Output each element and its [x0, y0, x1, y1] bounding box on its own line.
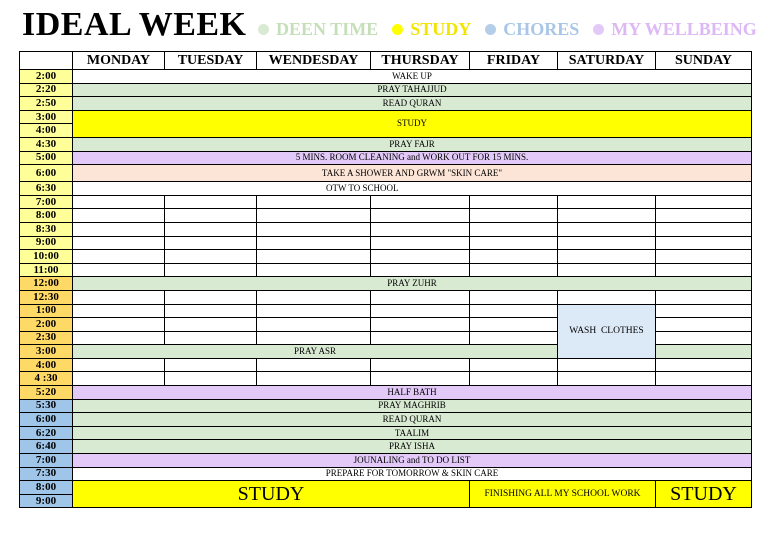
empty-cell	[257, 331, 371, 345]
activity-cell: WASH CLOTHES	[558, 304, 656, 358]
day-header: THURSDAY	[371, 52, 470, 70]
activity-cell: STUDY	[73, 481, 470, 508]
table-row	[20, 222, 752, 236]
empty-cell	[656, 250, 752, 264]
time-cell: 6:40	[20, 440, 73, 454]
activity-cell: PRAY ISHA	[73, 440, 752, 454]
table-row	[20, 413, 752, 427]
legend-item	[485, 19, 579, 40]
time-cell: 12:30	[20, 290, 73, 304]
table-row	[20, 250, 752, 264]
page-title: IDEAL WEEK	[22, 6, 247, 43]
table-row	[20, 277, 752, 291]
table-row	[20, 165, 752, 182]
empty-cell	[371, 209, 470, 223]
time-cell: 3:00	[20, 345, 73, 359]
empty-cell	[73, 372, 165, 386]
empty-cell	[73, 222, 165, 236]
time-cell: 12:00	[20, 277, 73, 291]
empty-cell	[165, 304, 257, 318]
empty-cell	[73, 209, 165, 223]
table-row	[20, 290, 752, 304]
empty-cell	[558, 358, 656, 372]
empty-cell	[470, 304, 558, 318]
activity-cell: PRAY ZUHR	[73, 277, 752, 291]
empty-cell	[165, 331, 257, 345]
table-row	[20, 151, 752, 165]
time-cell: 5:30	[20, 399, 73, 413]
activity-cell: HALF BATH	[73, 386, 752, 400]
time-cell: 8:00	[20, 209, 73, 223]
time-cell: 1:00	[20, 304, 73, 318]
empty-cell	[257, 304, 371, 318]
empty-cell	[165, 263, 257, 277]
activity-cell: PRAY MAGHRIB	[73, 399, 752, 413]
time-cell: 4 :30	[20, 372, 73, 386]
empty-cell	[165, 236, 257, 250]
time-cell: 6:20	[20, 426, 73, 440]
empty-cell	[656, 209, 752, 223]
empty-cell	[656, 372, 752, 386]
day-header: TUESDAY	[165, 52, 257, 70]
empty-cell	[371, 250, 470, 264]
empty-cell	[470, 331, 558, 345]
empty-cell	[470, 290, 558, 304]
empty-cell	[165, 318, 257, 332]
activity-cell: TAKE A SHOWER AND GRWM "SKIN CARE"	[73, 165, 752, 182]
activity-cell: OTW TO SCHOOL	[73, 182, 752, 196]
table-row	[20, 440, 752, 454]
empty-cell	[470, 318, 558, 332]
table-row	[20, 399, 752, 413]
time-cell: 2:20	[20, 83, 73, 97]
empty-cell	[558, 209, 656, 223]
empty-cell	[656, 222, 752, 236]
empty-cell	[73, 250, 165, 264]
empty-cell	[558, 372, 656, 386]
empty-cell	[371, 372, 470, 386]
day-header: SUNDAY	[656, 52, 752, 70]
empty-cell	[371, 331, 470, 345]
empty-cell	[257, 358, 371, 372]
empty-cell	[165, 372, 257, 386]
legend-item	[392, 19, 471, 40]
activity-cell: STUDY	[73, 110, 752, 137]
table-row	[20, 426, 752, 440]
activity-cell: PRAY TAHAJJUD	[73, 83, 752, 97]
empty-cell	[371, 290, 470, 304]
table-row	[20, 209, 752, 223]
empty-cell	[470, 263, 558, 277]
empty-cell	[470, 250, 558, 264]
empty-cell	[257, 372, 371, 386]
table-row	[20, 454, 752, 468]
activity-cell: READ QURAN	[73, 97, 752, 111]
header	[22, 6, 762, 48]
legend-dot-icon	[593, 24, 604, 35]
empty-cell	[371, 195, 470, 209]
activity-cell: JOUNALING and TO DO LIST	[73, 454, 752, 468]
empty-cell	[165, 195, 257, 209]
table-row	[20, 372, 752, 386]
empty-cell	[73, 331, 165, 345]
time-cell: 5:00	[20, 151, 73, 165]
empty-cell	[371, 358, 470, 372]
legend-label: DEEN TIME	[276, 19, 379, 39]
empty-cell	[73, 195, 165, 209]
empty-cell	[656, 358, 752, 372]
empty-cell	[257, 318, 371, 332]
time-cell: 11:00	[20, 263, 73, 277]
time-cell: 6:30	[20, 182, 73, 196]
empty-cell	[257, 263, 371, 277]
empty-cell	[470, 222, 558, 236]
empty-cell	[73, 263, 165, 277]
empty-cell	[656, 304, 752, 318]
empty-cell	[656, 318, 752, 332]
time-cell: 9:00	[20, 236, 73, 250]
time-cell: 2:00	[20, 70, 73, 84]
time-cell: 8:30	[20, 222, 73, 236]
legend	[258, 19, 757, 40]
activity-cell: TAALIM	[73, 426, 752, 440]
empty-cell	[257, 290, 371, 304]
time-cell: 6:00	[20, 413, 73, 427]
time-cell: 7:30	[20, 467, 73, 481]
time-cell: 8:00	[20, 481, 73, 495]
empty-cell	[257, 236, 371, 250]
empty-cell	[558, 263, 656, 277]
time-cell: 2:30	[20, 331, 73, 345]
activity-cell: WAKE UP	[73, 70, 752, 84]
legend-item	[258, 19, 378, 40]
empty-cell	[656, 236, 752, 250]
empty-cell	[165, 290, 257, 304]
empty-cell	[257, 250, 371, 264]
day-header: MONDAY	[73, 52, 165, 70]
schedule-table	[19, 51, 752, 508]
day-header: WENDESDAY	[257, 52, 371, 70]
table-row	[20, 358, 752, 372]
time-cell: 9:00	[20, 494, 73, 508]
time-cell: 7:00	[20, 454, 73, 468]
empty-cell	[73, 304, 165, 318]
empty-cell	[656, 290, 752, 304]
empty-cell	[73, 318, 165, 332]
day-header: SATURDAY	[558, 52, 656, 70]
time-column-header	[20, 52, 73, 70]
empty-cell	[470, 372, 558, 386]
empty-cell	[257, 209, 371, 223]
table-row	[20, 386, 752, 400]
table-row	[20, 110, 752, 124]
activity-cell: PRAY FAJR	[73, 137, 752, 151]
empty-cell	[371, 304, 470, 318]
time-cell: 7:00	[20, 195, 73, 209]
empty-cell	[470, 195, 558, 209]
table-row	[20, 263, 752, 277]
empty-cell	[73, 236, 165, 250]
time-cell: 3:00	[20, 110, 73, 124]
legend-label: STUDY	[410, 19, 472, 39]
table-row	[20, 70, 752, 84]
empty-cell	[558, 236, 656, 250]
empty-cell	[558, 222, 656, 236]
empty-cell	[73, 290, 165, 304]
empty-cell	[257, 222, 371, 236]
legend-label: CHORES	[503, 19, 580, 39]
activity-cell: PREPARE FOR TOMORROW & SKIN CARE	[73, 467, 752, 481]
time-cell: 2:00	[20, 318, 73, 332]
day-header: FRIDAY	[470, 52, 558, 70]
legend-dot-icon	[392, 24, 403, 35]
table-row	[20, 83, 752, 97]
empty-cell	[371, 318, 470, 332]
empty-cell	[558, 195, 656, 209]
empty-cell	[165, 358, 257, 372]
empty-cell	[371, 236, 470, 250]
empty-cell	[165, 222, 257, 236]
activity-cell: READ QURAN	[73, 413, 752, 427]
time-cell: 4:00	[20, 358, 73, 372]
table-row	[20, 137, 752, 151]
time-cell: 4:30	[20, 137, 73, 151]
time-cell: 2:50	[20, 97, 73, 111]
empty-cell	[656, 263, 752, 277]
empty-cell	[656, 331, 752, 345]
empty-cell	[470, 236, 558, 250]
legend-item	[593, 19, 757, 40]
empty-cell	[165, 250, 257, 264]
activity-cell: STUDY	[656, 481, 752, 508]
time-cell: 6:00	[20, 165, 73, 182]
legend-dot-icon	[258, 24, 269, 35]
empty-cell	[656, 345, 752, 359]
empty-cell	[558, 290, 656, 304]
table-row	[20, 481, 752, 495]
empty-cell	[558, 250, 656, 264]
time-cell: 10:00	[20, 250, 73, 264]
table-row	[20, 467, 752, 481]
empty-cell	[257, 195, 371, 209]
empty-cell	[165, 209, 257, 223]
table-row	[20, 97, 752, 111]
legend-label: MY WELLBEING	[611, 19, 757, 39]
empty-cell	[656, 195, 752, 209]
day-header-row	[20, 52, 752, 70]
table-row	[20, 236, 752, 250]
activity-cell: PRAY ASR	[73, 345, 558, 359]
table-row	[20, 182, 752, 196]
table-row	[20, 304, 752, 318]
time-cell: 5:20	[20, 386, 73, 400]
time-cell: 4:00	[20, 124, 73, 138]
empty-cell	[371, 222, 470, 236]
empty-cell	[73, 358, 165, 372]
legend-dot-icon	[485, 24, 496, 35]
table-row	[20, 195, 752, 209]
empty-cell	[470, 358, 558, 372]
empty-cell	[371, 263, 470, 277]
empty-cell	[470, 209, 558, 223]
activity-cell: FINISHING ALL MY SCHOOL WORK	[470, 481, 656, 508]
activity-cell: 5 MINS. ROOM CLEANING and WORK OUT FOR 15 MINS.	[73, 151, 752, 165]
